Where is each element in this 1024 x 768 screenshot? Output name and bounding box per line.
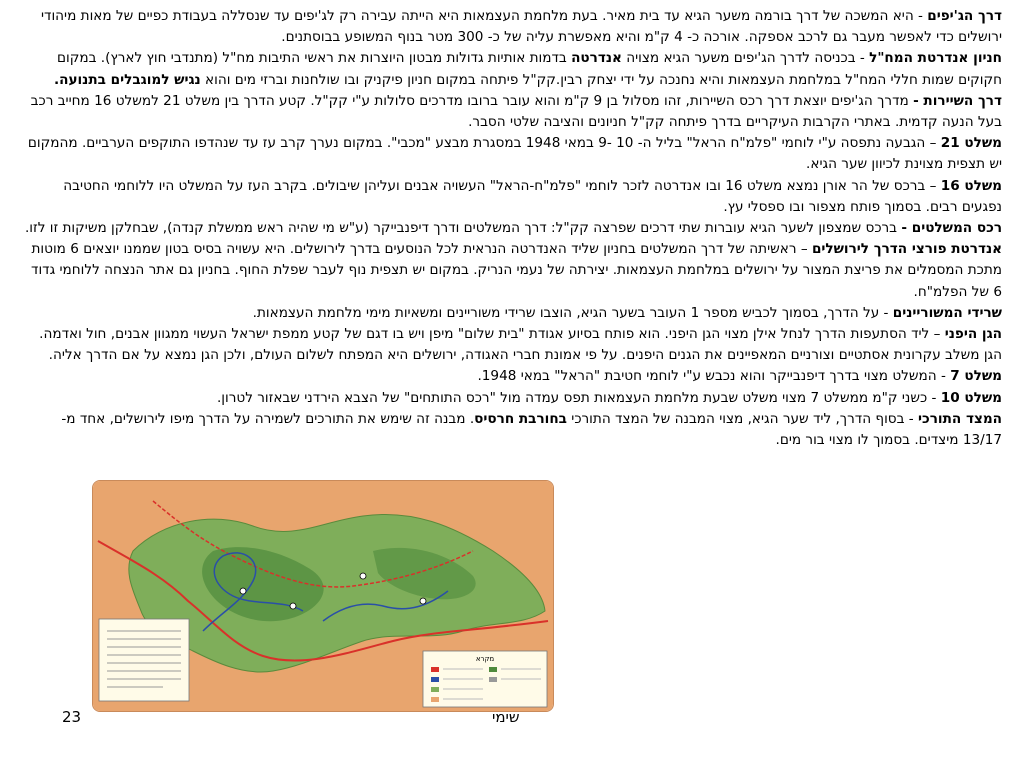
entry-body: - על הדרך, בסמוך לכביש מספר 1 העובר בשער הגיא, הוצבו שרידי משוריינים ומשאיות מימי מלחמת העצמאות. [252, 304, 893, 321]
entry-body: - היא המשכה של דרך בורמה משער הגיא עד בית מאיר. בעת מלחמת העצמאות היא הייתה עבירה רק לג'יפים עד שנסללה בעבודת כפיים של מאות מיהודי ירושלים כדי לאפשר מעבר גם לרכב אספקה. אורכה כ- 4 ק"מ והיא מאפשרת עליה של כ- 300 מטר בנוף המשופע בבוסתנים. [41, 8, 1002, 46]
entry-title: אנדרטת פורצי הדרך לירושלים [811, 241, 1002, 258]
map-marker [240, 588, 246, 594]
map-marker [420, 598, 426, 604]
entry-turkish-fort [22, 409, 1002, 451]
entry-armored-remains [22, 303, 1002, 324]
entry-body: – ראשיתה של דרך המשלטים בחניון שליד האנדרטה הנראית לכל הנוסעים בדרך לירושלים. היא עשויה בסיס בטון שממנו יוצאים 6 מוטות מתכת המסמלים את פריצת המצור על ירושלים במלחמת העצמאות. יצירתה של נעמי הנריק. במקום יש תצפית נוף לעבר שפלת החוף. בחניון גם אתר הנצחה ללוחמי גדוד 6 של הפלמ"ח. [31, 241, 1002, 300]
entry-title: משלט 21 [940, 135, 1002, 152]
entry-outpost-10 [22, 388, 1002, 409]
entry-bold: נגיש למוגבלים בתנועה. [53, 71, 201, 88]
entry-body: בדמות אותיות גדולות מבטון היוצרות את ראשי התיבות מח"ל (מתנדבי חוץ לארץ). במקום חקוקים שמות חללי המח"ל במלחמת העצמאות והיא נחנכה על ידי יצחק רבין.קק"ל פיתחה במקום חניון פיקניק ובו שולחנות וברזי מים והוא [57, 50, 1002, 88]
entry-body: - כשני ק"מ ממשלט 7 מצוי משלט שבעת מלחמת העצמאות תפס עמדה מול "רכס התותחים" של הצבא הירדני שבאזור לטרון. [216, 389, 941, 406]
entry-title: משלט 16 [940, 177, 1002, 194]
entry-outposts-ridge [22, 218, 1002, 239]
entry-road-breakers-monument [22, 239, 1002, 303]
entry-title: חניון אנדרטת המח"ל [869, 50, 1002, 67]
trail-map-image [93, 481, 553, 711]
entry-title: משלט 7 [950, 368, 1002, 385]
entry-title: משלט 10 [940, 389, 1002, 406]
entry-body: – הגבעה נתפסה ע"י לוחמי "פלמ"ח הראל" בליל ה- 10 -9 במאי 1948 במסגרת מבצע "מכבי". במקום נערך קרב עז עד שנהדפו התוקפים הערביים. מהמקום יש תצפית מצוינת לכיוון שער הגיא. [27, 135, 1002, 173]
entry-outpost-21 [22, 133, 1002, 175]
entry-body: – ליד הסתעפות הדרך לנחל אילן מצוי הגן היפני. הוא פותח בסיוע אגודת "בית שלום" מיפן ויש בו דגם של קטע ממפת ישראל העשוי ממגוון אבנים, חול ואדמה. הגן משלב עקרונית אסתטיים וצורניים המאפיינים את הגנים היפנים. על פי אמונת חברי האגודה, ירושלים היא המפתח לשלום העולם, ולכן הגן נמצא על אם הדרך אליה. [39, 326, 1002, 364]
author-name: שימי [492, 708, 520, 726]
entry-title: דרך השיירות - [913, 92, 1002, 109]
entry-body: – ברכס של הר אורן נמצא משלט 16 ובו אנדרטה לזכר לוחמי "פלמ"ח-הראל" העשויה אבנים ועליהן שיבולים. בקרב העז על המשלט היו ללוחמי החטיבה נפגעים רבים. בסמוך פותח מצפור ובו ספסלי עץ. [63, 177, 1002, 215]
map-marker [360, 573, 366, 579]
entry-title: המצד התורכי [918, 410, 1002, 427]
entry-outpost-7 [22, 366, 1002, 387]
map-marker [290, 603, 296, 609]
document-text [22, 6, 1002, 451]
entry-mahal-parking [22, 48, 1002, 90]
entry-body: - בסוף הדרך, ליד שער הגיא, מצוי המבנה של המצד התורכי [566, 410, 919, 427]
entry-body: . מבנה זה שימש את התורכים לשמירה על הדרך מיפו לירושלים, אחד מ- 13/17 מיצדים. בסמוך לו מצוי בור מים. [61, 410, 1002, 449]
entry-body: ברכס שמצפון לשער הגיא עוברות שתי דרכים שפרצה קק"ל: דרך המשלטים ודרך דיפנבייקר (ע"ש מי שהיה ראש ממשלת קנדה), שבחלקן משיקות זו לזו. [24, 220, 902, 237]
map-legend-title: מקרא [475, 655, 495, 663]
entry-title: דרך הג'יפים [927, 8, 1002, 24]
entry-bold: אנדרטה [571, 50, 622, 67]
entry-body: - המשלט מצוי בדרך דיפנבייקר והוא נכבש ע"י לוחמי חטיבת "הראל" במאי 1948. [477, 368, 951, 385]
entry-title: רכס המשלטים - [901, 220, 1002, 237]
trail-map [92, 480, 554, 712]
entry-body: - בכניסה לדרך הג'יפים משער הגיא מצויה [621, 50, 870, 67]
entry-bold: בחורבת חרסיס [474, 410, 567, 427]
entry-convoy-road [22, 91, 1002, 133]
entry-title: שרידי המשוריינים [892, 304, 1002, 321]
entry-jeep-road [22, 6, 1002, 48]
entry-japanese-garden [22, 324, 1002, 366]
entry-outpost-16 [22, 176, 1002, 218]
entry-title: הגן היפני [944, 326, 1002, 343]
page-number: 23 [62, 708, 82, 726]
entry-body: מדרך הג'יפים יוצאת דרך רכס השיירות, זהו מסלול בן 9 ק"מ והוא עובר ברובו מדרכים סלולות ע"י קק"ל. קטע הדרך בין משלט 21 למשלט 16 מחייב רכב בעל הנעה קדמית. באתרי הקרבות העיקריים בדרך פיתחה קק"ל חניונים והציבה שלטי הסבר. [30, 92, 1002, 131]
